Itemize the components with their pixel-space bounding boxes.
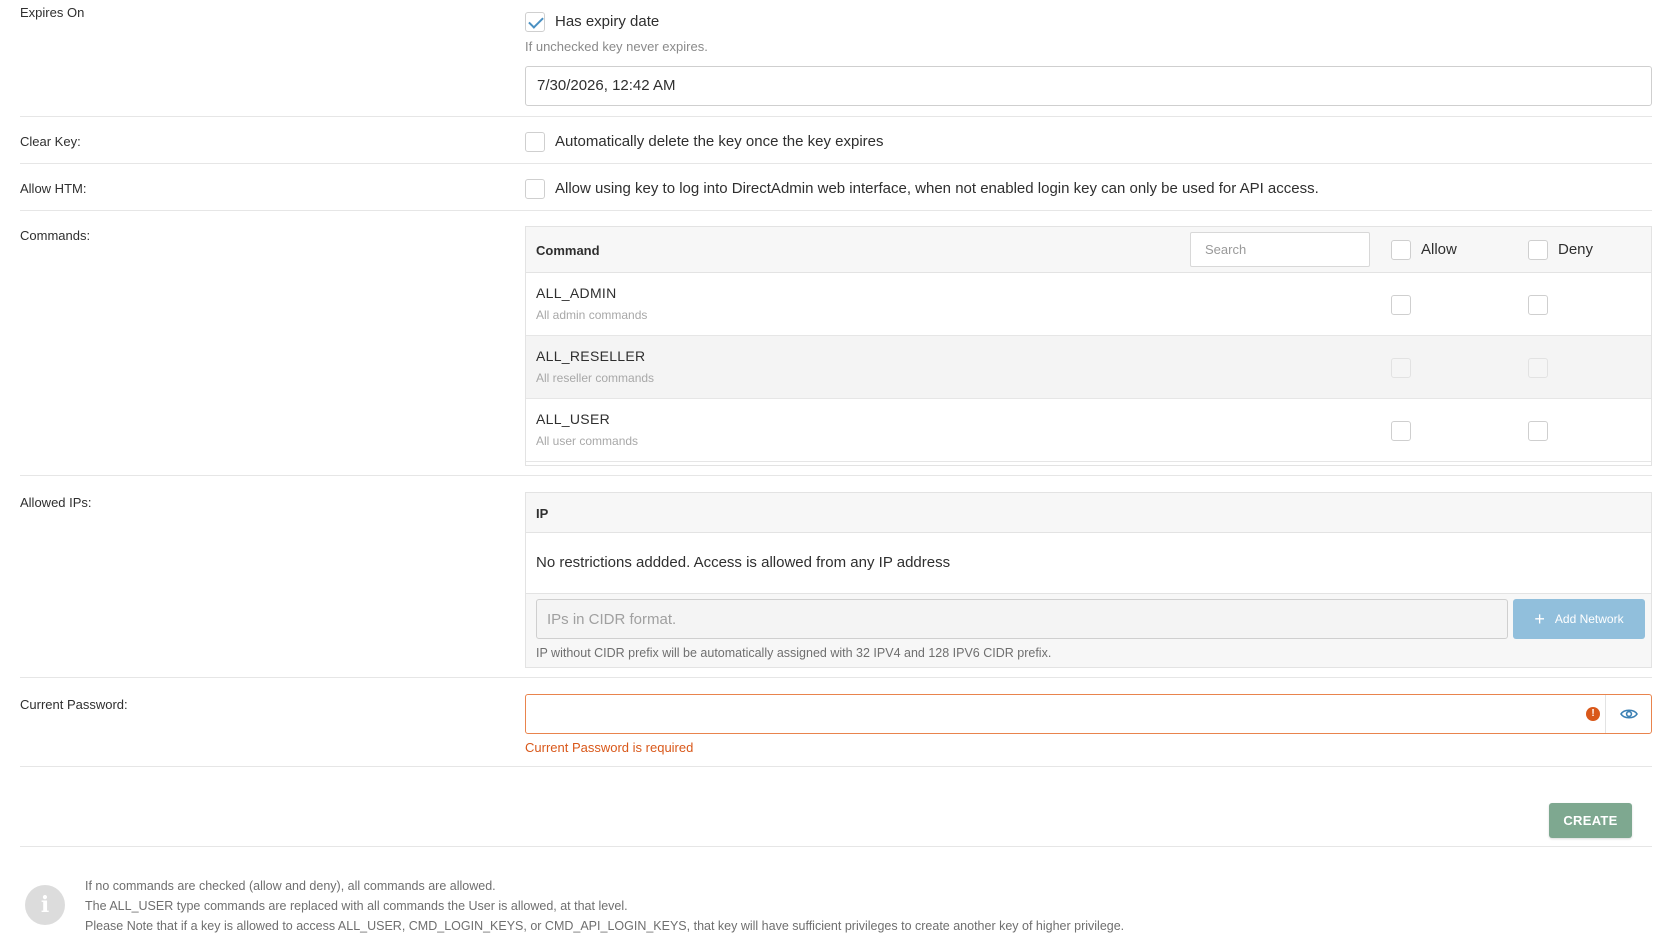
create-button[interactable]: CREATE: [1549, 803, 1632, 838]
ip-add-footer: [526, 593, 1651, 667]
note-line: Please Note that if a key is allowed to access ALL_USER, CMD_LOGIN_KEYS, or CMD_API_LOGIN_KEYS, that key will have sufficient privileges to create another key of higher privilege.: [85, 919, 1125, 933]
add-network-label: Add Network: [1554, 612, 1624, 626]
has-expiry-label[interactable]: Has expiry date: [555, 13, 660, 30]
allow-all-checkbox[interactable]: [1391, 240, 1411, 260]
command-description: All reseller commands: [536, 371, 655, 385]
has-expiry-checkbox[interactable]: [525, 12, 545, 32]
commands-row: [20, 211, 1652, 476]
current-password-input[interactable]: [526, 695, 1606, 733]
plus-icon: +: [1534, 609, 1545, 629]
commands-label: Commands:: [20, 228, 91, 243]
commands-table-header: [526, 227, 1651, 273]
ip-empty-message: No restrictions addded. Access is allowed from any IP address: [536, 554, 951, 571]
table-row: [526, 399, 1651, 462]
command-description: All user commands: [536, 434, 639, 448]
clear-key-checkbox[interactable]: [525, 132, 545, 152]
deny-all-checkbox[interactable]: [1528, 240, 1548, 260]
command-name: ALL_USER: [536, 411, 610, 427]
ip-hint: IP without CIDR prefix will be automatically assigned with 32 IPV4 and 128 IPV6 CIDR prefix.: [536, 646, 1052, 660]
commands-table: [525, 226, 1652, 466]
note-line: The ALL_USER type commands are replaced with all commands the User is allowed, at that level.: [85, 899, 628, 913]
command-search-input[interactable]: [1190, 232, 1370, 267]
table-row: [526, 273, 1651, 336]
ip-column-header: IP: [536, 506, 549, 521]
note-line: If no commands are checked (allow and deny), all commands are allowed.: [85, 879, 496, 893]
eye-icon: [1620, 708, 1638, 720]
ip-cidr-input[interactable]: [536, 599, 1508, 639]
password-label: Current Password:: [20, 697, 128, 712]
expires-label: Expires On: [20, 5, 85, 20]
notes-divider: [20, 846, 1652, 847]
allow-htm-checkbox-label[interactable]: Allow using key to log into DirectAdmin web interface, when not enabled login key can only be used for API access.: [555, 180, 1319, 197]
error-icon: !: [1586, 707, 1600, 721]
allow-htm-row: [20, 164, 1652, 211]
password-row: [20, 678, 1652, 767]
allow-checkbox[interactable]: [1391, 295, 1411, 315]
allow-checkbox[interactable]: [1391, 421, 1411, 441]
deny-column-header: Deny: [1558, 241, 1594, 258]
clear-key-label: Clear Key:: [20, 134, 81, 149]
deny-checkbox: [1528, 358, 1548, 378]
allow-htm-label: Allow HTM:: [20, 181, 87, 196]
ip-table: [525, 492, 1652, 668]
allow-checkbox: [1391, 358, 1411, 378]
add-network-button[interactable]: [1513, 599, 1645, 639]
command-column-header: Command: [536, 243, 600, 258]
expiry-date-input[interactable]: 7/30/2026, 12:42 AM: [525, 66, 1652, 106]
expiry-hint: If unchecked key never expires.: [525, 39, 708, 54]
ip-table-header: [526, 493, 1651, 533]
allowed-ips-row: [20, 476, 1652, 678]
table-row: [526, 336, 1651, 399]
command-name: ALL_RESELLER: [536, 348, 646, 364]
toggle-password-visibility-button[interactable]: [1605, 695, 1651, 733]
allow-column-header: Allow: [1421, 241, 1457, 258]
info-icon: i: [25, 885, 65, 925]
command-name: ALL_ADMIN: [536, 285, 617, 301]
allow-htm-checkbox[interactable]: [525, 179, 545, 199]
allowed-ips-label: Allowed IPs:: [20, 495, 92, 510]
password-error-message: Current Password is required: [525, 740, 694, 755]
clear-key-row: [20, 117, 1652, 164]
command-description: All admin commands: [536, 308, 648, 322]
expires-row: [20, 0, 1652, 117]
deny-checkbox[interactable]: [1528, 421, 1548, 441]
deny-checkbox[interactable]: [1528, 295, 1548, 315]
password-field: [525, 694, 1652, 734]
clear-key-checkbox-label[interactable]: Automatically delete the key once the key expires: [555, 133, 884, 150]
